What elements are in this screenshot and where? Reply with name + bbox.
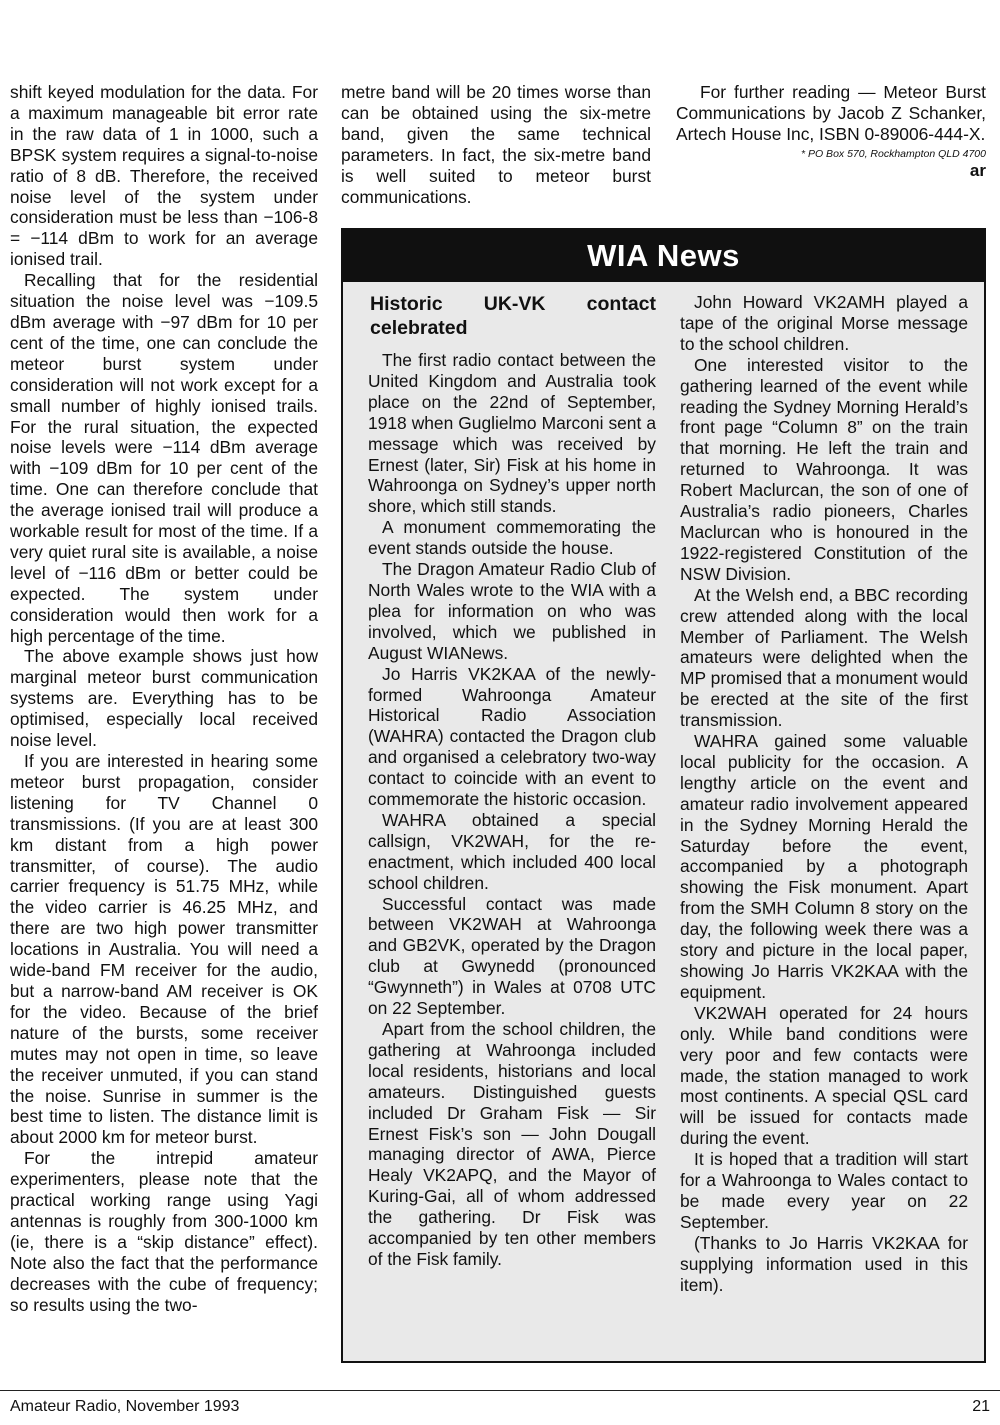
news-paragraph: Jo Harris VK2KAA of the newly-formed Wahroonga Amateur Historical Radio Association (WAHRA) contacted the Dragon club and organised a celebratory two-way contact to coincide with an event to commemorate the historic occasion. [368,663,656,810]
news-paragraph: The Dragon Amateur Radio Club of North Wales wrote to the WIA with a plea for information on who was involved, which we published in August WIANews. [368,559,656,663]
paragraph: Recalling that for the residential situation the noise level was −109.5 dBm average with −97 dBm for 10 per cent of the time, one can conclude the meteor burst system under consideration will not work except for a small number of highly ionised trails. For the rural situation, the expected noise levels were −114 dBm average with −109 dBm for 10 per cent of the time. One can therefore conclude that the average ionised trail will produce a workable result for most of the time. If a very quiet rural site is available, a noise level of −116 dBm or better could be expected. The system under consideration would then work for a high percentage of the time. [10,270,318,646]
paragraph: shift keyed modulation for the data. For a maximum manageable bit error rate in the raw data of 1 in 1000, such a BPSK system requires a signal-to-noise ratio of 8 dB. Therefore, the received noise level of the system under consideration must be less than −106-8 = −114 dBm to work for an average ionised trail. [10,82,318,270]
further-reading: For further reading — Meteor Burst Communications by Jacob Z Schanker, Artech House Inc, ISBN 0-89006-444-X. [676,82,986,144]
wia-news-banner: WIA News [343,230,984,282]
news-paragraph: The first radio contact between the United Kingdom and Australia took place on the 22nd of September, 1918 when Guglielmo Marconi sent a message which was received by Ernest (later, Sir) Fisk at his home in Wahroonga on Sydney’s upper north shore, which still stands. [368,350,656,517]
news-paragraph: A monument commemorating the event stands outside the house. [368,517,656,559]
news-headline: Historic UK-VK contact celebrated [370,293,656,339]
middle-column [341,82,651,207]
news-paragraph: WAHRA obtained a special callsign, VK2WAH, for the re-enactment, which included 400 local school children. [368,809,656,893]
footer-publication: Amateur Radio, November 1993 [10,1398,240,1415]
news-paragraph: VK2WAH operated for 24 hours only. While band conditions were very poor and few contacts were made, the station managed to work most continents. A special QSL card will be issued for contacts made during the event. [680,1002,968,1149]
left-column [10,82,318,1315]
news-paragraph: John Howard VK2AMH played a tape of the original Morse message to the school children. [680,292,968,354]
paragraph: metre band will be 20 times worse than can be obtained using the six-metre band, given the same technical parameters. In fact, the six-metre band is well suited to meteor burst communications. [341,82,651,207]
news-paragraph: (Thanks to Jo Harris VK2KAA for supplying information used in this item). [680,1232,968,1295]
news-column-2 [680,292,968,1296]
paragraph: If you are interested in hearing some meteor burst propagation, consider listening for TV Channel 0 transmissions. (If you are at least 300 km distant from a high power transmitter, of course). The audio carrier frequency is 51.75 MHz, while the video carrier is 46.25 MHz, and there are two high power transmitter locations in Australia. You will need a wide-band FM receiver for the audio, but a narrow-band AM receiver is OK for the video. Because of the brief nature of the bursts, some receiver mutes may not open in time, so leave the receiver unmuted, if you can stand the noise. Sunrise in summer is the best time to listen. The distance limit is about 2000 km for meteor burst. [10,751,318,1148]
paragraph: The above example shows just how marginal meteor burst communication systems are. Everything has to be optimised, especially local received noise level. [10,646,318,751]
end-mark: ar [969,160,986,180]
news-paragraph: One interested visitor to the gathering learned of the event while reading the Sydney Morning Herald’s front page “Column 8” on the train that morning. He left the train and returned to Wahroonga. It was Robert Maclurcan, the son of one of Australia’s radio pioneers, Charles Maclurcan who is honoured in the 1922-registered Constitution of the NSW Division. [680,354,968,584]
right-column [676,82,986,181]
news-paragraph: At the Welsh end, a BBC recording crew attended along with the local Member of Parliament. The Welsh amateurs were delighted when the MP promised that a monument would be erected at the site of the first transmission. [680,584,968,731]
news-paragraph: Successful contact was made between VK2WAH at Wahroonga and GB2VK, operated by the Dragon club at Gwynedd (pronounced “Gwynneth”) in Wales at 0708 UTC on 22 September. [368,893,656,1019]
author-address: * PO Box 570, Rockhampton QLD 4700 [800,147,986,160]
paragraph: For the intrepid amateur experimenters, please note that the practical working range using Yagi antennas is roughly from 300-1000 km (ie, there is a “skip distance” effect). Note also the fact that the performance decreases with the cube of frequency; so results using the two- [10,1148,318,1315]
wia-news-box [341,228,986,1363]
news-paragraph: WAHRA gained some valuable local publicity for the occasion. A lengthy article on the event and amateur radio involvement appeared in the Sydney Morning Herald the Saturday before the event, accompanied by a photograph showing the Fisk monument. Apart from the SMH Column 8 story on the day, the following week there was a story and picture in the local paper, showing Jo Harris VK2KAA with the equipment. [680,731,968,1002]
news-paragraph: It is hoped that a tradition will start for a Wahroonga to Wales contact to be made every year on 22 September. [680,1149,968,1232]
news-paragraph: Apart from the school children, the gathering at Wahroonga included local residents, historians and local amateurs. Distinguished guests included Dr Graham Fisk — Sir Ernest Fisk’s son — John Dougall managing director of AWA, Pierce Healy VK2APQ, and the Mayor of Kuring-Gai, all of whom addressed the gathering. Dr Fisk was accompanied by ten other members of the Fisk family. [368,1019,656,1269]
page-number: 21 [972,1398,990,1415]
footer-rule [0,1390,1000,1391]
news-column-1 [368,292,656,1270]
